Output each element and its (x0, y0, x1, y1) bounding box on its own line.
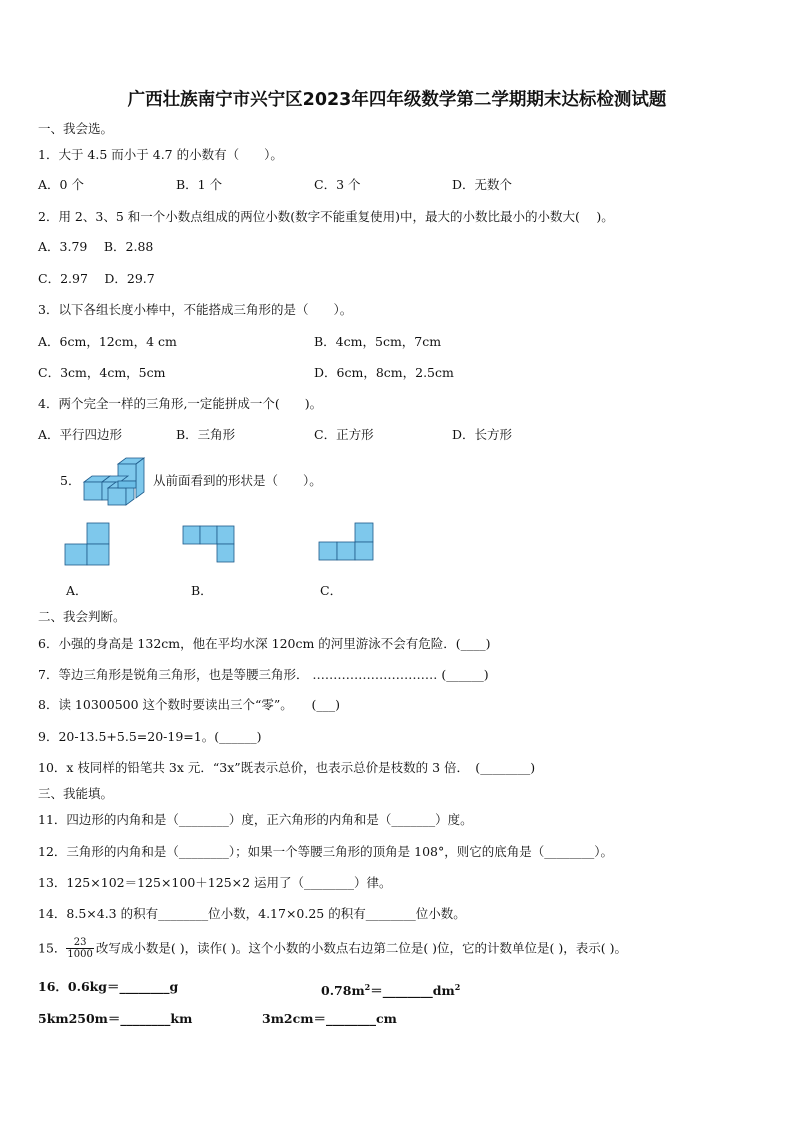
q15-fraction (66, 937, 93, 960)
q16-part-b-sup: 2 (364, 982, 371, 992)
question-13: 13．125×102＝125×100＋125×2 运用了（________）律。 (38, 875, 392, 890)
question-7: 7．等边三角形是锐角三角形，也是等腰三角形． ………………………… (______) (38, 667, 489, 682)
q5-option-b-figure (182, 525, 236, 563)
question-8: 8．读 10300500 这个数时要读出三个“零”。 (___) (38, 697, 341, 712)
q1-option-a: A．0 个 (38, 177, 84, 192)
question-3: 3．以下各组长度小棒中，不能搭成三角形的是（ ）。 (38, 302, 353, 317)
section-heading-2: 二、我会判断。 (38, 609, 126, 624)
q16-part-b (321, 979, 460, 999)
q3-option-a: A．6cm，12cm，4 cm (38, 334, 177, 349)
q4-option-c: C．正方形 (314, 427, 374, 442)
q16-part-a: 16．0.6kg＝________g (38, 979, 179, 994)
q1-option-b: B．1 个 (176, 177, 223, 192)
question-2: 2．用 2、3、5 和一个小数点组成的两位小数(数字不能重复使用)中，最大的小数比最小的小数大( )。 (38, 209, 614, 224)
q15-fraction-denominator: 1000 (67, 949, 93, 960)
q3-option-c: C．3cm，4cm，5cm (38, 365, 166, 380)
q4-option-a: A．平行四边形 (38, 427, 123, 442)
q3-option-b: B．4cm，5cm，7cm (314, 334, 442, 349)
section-heading-1: 一、我会选。 (38, 121, 114, 136)
q16-part-b-left: 0.78m (321, 983, 365, 999)
q3-option-d: D．6cm，8cm，2.5cm (314, 365, 454, 380)
question-15 (38, 937, 627, 960)
q5-option-a-figure (64, 522, 110, 566)
question-9: 9．20-13.5+5.5=20-19=1。(______) (38, 729, 262, 744)
question-5: 从前面看到的形状是（ ）。 (153, 473, 322, 488)
question-12: 12．三角形的内角和是（________）；如果一个等腰三角形的顶角是 108°，则它的底角是（________）。 (38, 844, 613, 859)
question-10: 10．x 枝同样的铅笔共 3x 元．“3x”既表示总价，也表示总价是枝数的 3 倍． (________) (38, 760, 536, 775)
q5-number: 5． (60, 473, 81, 488)
q16-part-b-sup2: 2 (454, 982, 461, 992)
q5-option-b: B． (191, 583, 213, 598)
q4-option-b: B．三角形 (176, 427, 236, 442)
q16-part-b-right: ＝________dm (370, 983, 455, 999)
q1-option-c: C．3 个 (314, 177, 361, 192)
q2-options-cd: C．2.97 D．29.7 (38, 271, 155, 286)
page-title: 广西壮族南宁市兴宁区2023年四年级数学第二学期期末达标检测试题 (127, 90, 667, 110)
q16-part-d: 3m2cm＝________cm (262, 1011, 397, 1026)
q1-option-d: D．无数个 (452, 177, 513, 192)
q5-option-c: C． (320, 583, 343, 598)
q2-options-ab: A．3.79 B．2.88 (38, 239, 154, 254)
q15-fraction-numerator: 23 (66, 937, 93, 949)
question-4: 4．两个完全一样的三角形,一定能拼成一个( )。 (38, 396, 323, 411)
question-14: 14．8.5×4.3 的积有________位小数，4.17×0.25 的积有________位小数。 (38, 906, 466, 921)
cube-stack-figure (80, 456, 150, 508)
q5-option-c-figure (317, 522, 375, 562)
question-1: 1．大于 4.5 而小于 4.7 的小数有（ ）。 (38, 147, 283, 162)
q16-part-c: 5km250m＝________km (38, 1011, 193, 1026)
q5-option-a: A． (66, 583, 88, 598)
question-11: 11．四边形的内角和是（________）度，正六角形的内角和是（_______）度。 (38, 812, 473, 827)
q15-number: 15． (38, 940, 67, 956)
q15-text: 改写成小数是( )，读作( )。这个小数的小数点右边第二位是( )位，它的计数单位是( )，表示( )。 (95, 940, 627, 956)
question-6: 6．小强的身高是 132cm，他在平均水深 120cm 的河里游泳不会有危险．(____) (38, 636, 491, 651)
section-heading-3: 三、我能填。 (38, 786, 114, 801)
q4-option-d: D．长方形 (452, 427, 513, 442)
